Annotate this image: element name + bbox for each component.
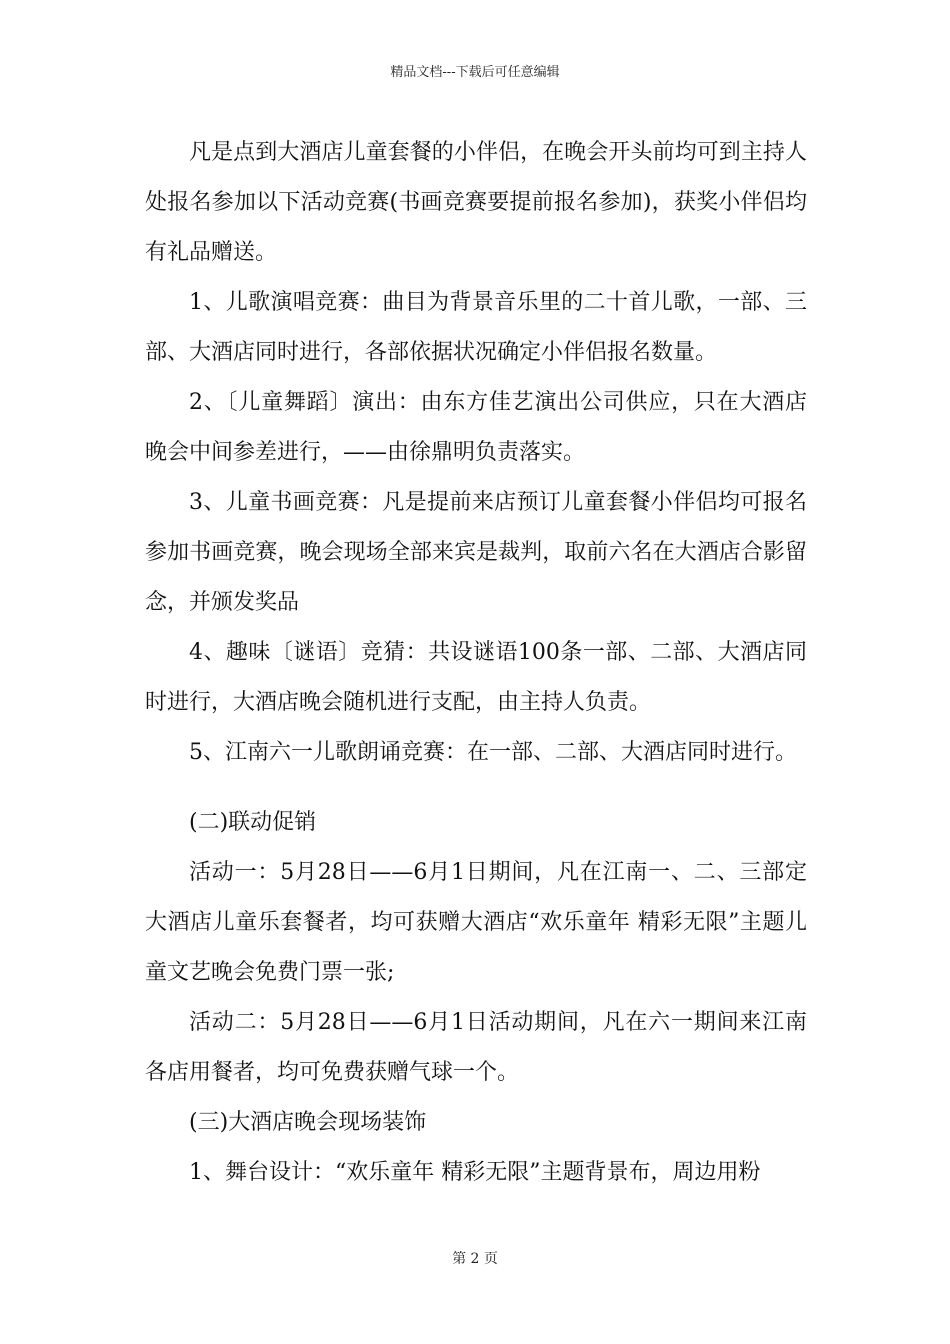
paragraph-item-4: 4、趣味〔谜语〕竞猜：共设谜语100条一部、二部、大酒店同时进行，大酒店晚会随机进行支配，由主持人负责。: [145, 640, 807, 715]
paragraph-item-3: 3、儿童书画竞赛：凡是提前来店预订儿童套餐小伴侣均可报名参加书画竞赛，晚会现场全部来宾是裁判，取前六名在大酒店合影留念，并颁发奖品: [145, 490, 807, 615]
document-body: [145, 128, 807, 1198]
paragraph-intro: 凡是点到大酒店儿童套餐的小伴侣，在晚会开头前均可到主持人处报名参加以下活动竞赛(书画竞赛要提前报名参加)，获奖小伴侣均有礼品赠送。: [145, 140, 807, 265]
paragraph-item-2: 2、〔儿童舞蹈〕演出：由东方佳艺演出公司供应，只在大酒店晚会中间参差进行，——由徐鼎明负责落实。: [145, 390, 807, 465]
paragraph-item-5: 5、江南六一儿歌朗诵竞赛：在一部、二部、大酒店同时进行。: [189, 740, 797, 765]
paragraph-activity-1: 活动一：5月28日——6月1日期间，凡在江南一、二、三部定大酒店儿童乐套餐者，均可获赠大酒店“欢乐童年 精彩无限”主题儿童文艺晚会免费门票一张;: [145, 860, 807, 985]
paragraph-activity-2: 活动二：5月28日——6月1日活动期间，凡在六一期间来江南各店用餐者，均可免费获赠气球一个。: [145, 1010, 807, 1085]
paragraph-stage-design: 1、舞台设计：“欢乐童年 精彩无限”主题背景布，周边用粉: [189, 1160, 761, 1185]
page-number: 第 2 页: [452, 1251, 498, 1267]
section-heading-joint-promotion: (二)联动促销: [189, 810, 317, 835]
page-header: 精品文档---下载后可任意编辑: [390, 65, 560, 80]
section-heading-venue-decoration: (三)大酒店晚会现场装饰: [189, 1110, 427, 1135]
paragraph-item-1: 1、儿歌演唱竞赛：曲目为背景音乐里的二十首儿歌，一部、三部、大酒店同时进行，各部依据状况确定小伴侣报名数量。: [145, 290, 807, 365]
